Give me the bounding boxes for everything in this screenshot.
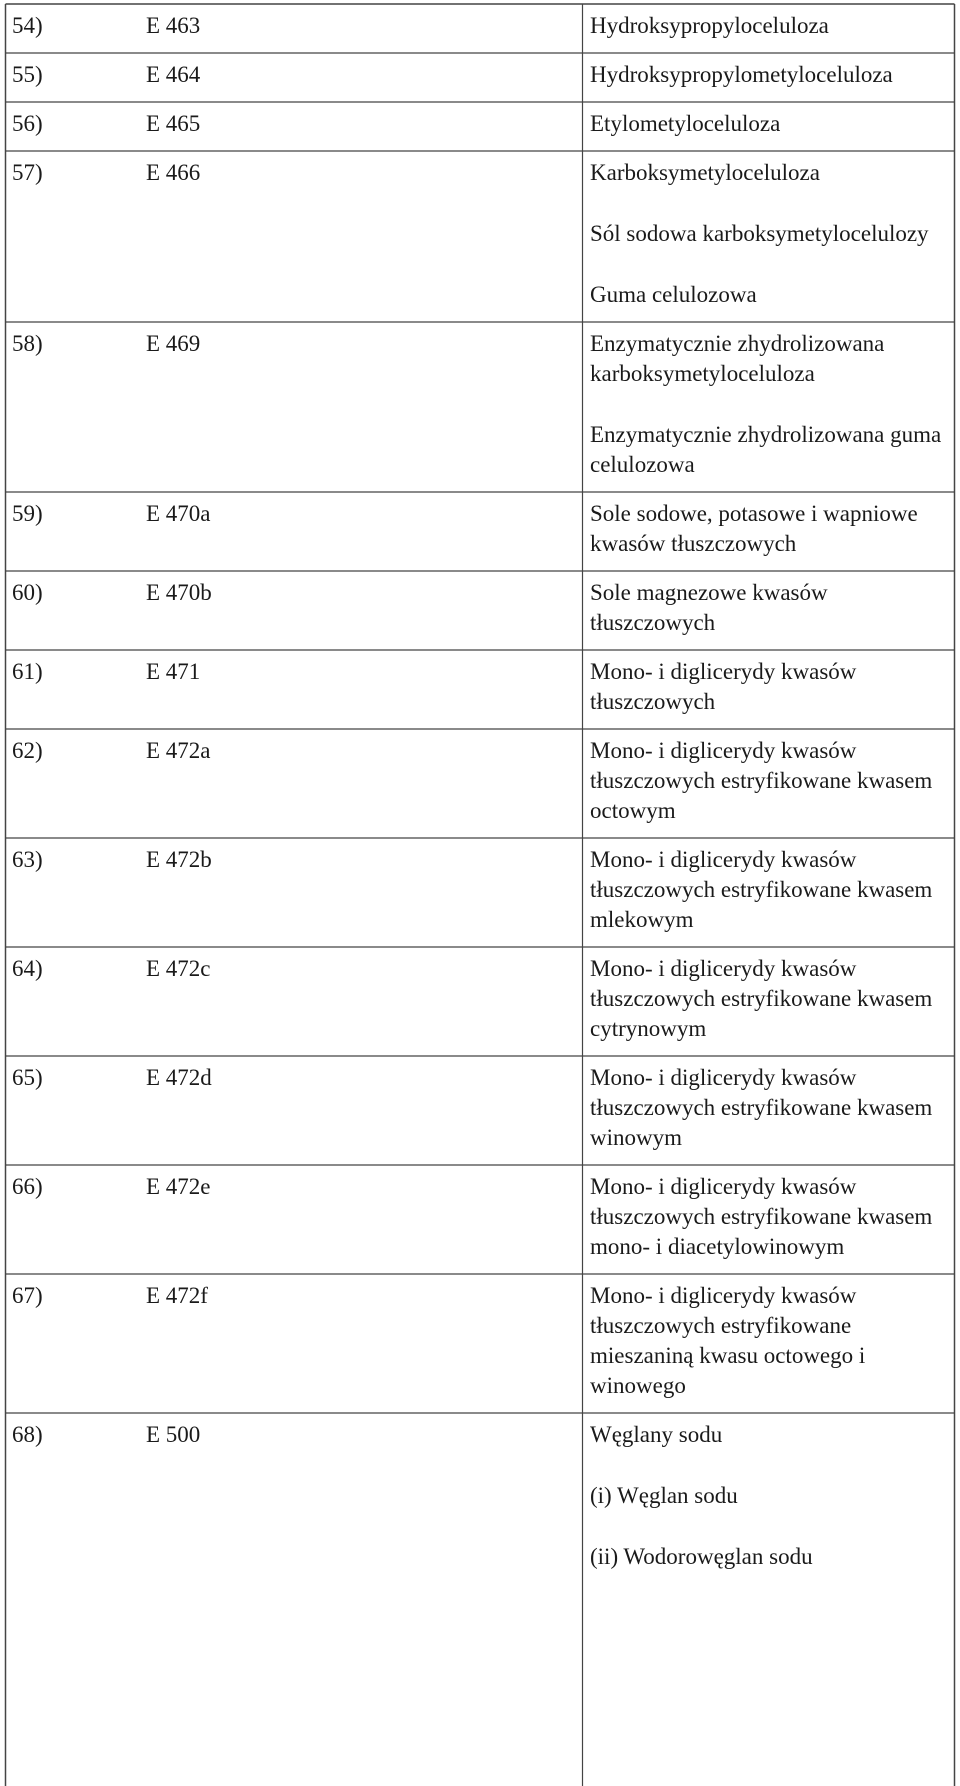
substance-name-cell — [582, 4, 960, 53]
e-number-code: E 500 — [146, 1422, 201, 1447]
table-row — [0, 1413, 960, 1584]
table-row — [0, 571, 960, 650]
substance-name-cell — [582, 322, 960, 492]
substance-name-cell — [582, 1413, 960, 1584]
table-row — [0, 102, 960, 151]
substance-name-cell — [582, 102, 960, 151]
substance-name-cell — [582, 947, 960, 1056]
e-number-code: E 470a — [146, 501, 211, 526]
substance-name-cell — [582, 151, 960, 322]
substance-name-cell — [582, 1056, 960, 1165]
row-number: 55) — [12, 62, 43, 87]
table-row — [0, 1274, 960, 1413]
substance-name: Mono- i diglicerydy kwasów tłuszczowych estryfikowane mieszaniną kwasu octowego i winowego — [590, 1283, 866, 1398]
substance-name-cell — [582, 53, 960, 102]
substance-name: Węglany sodu — [590, 1422, 723, 1447]
table-row — [0, 151, 960, 322]
row-number: 62) — [12, 738, 43, 763]
substance-name: Hydroksypropyloceluloza — [590, 13, 829, 38]
substance-name-cell — [582, 1274, 960, 1413]
row-number: 64) — [12, 956, 43, 981]
row-number: 65) — [12, 1065, 43, 1090]
substance-name: (ii) Wodorowęglan sodu — [590, 1544, 813, 1569]
substance-name-cell — [582, 729, 960, 838]
substance-name: Mono- i diglicerydy kwasów tłuszczowych — [590, 659, 857, 714]
substance-name-cell — [582, 838, 960, 947]
row-number: 67) — [12, 1283, 43, 1308]
e-number-code: E 472d — [146, 1065, 212, 1090]
e-number-code: E 463 — [146, 13, 201, 38]
substance-name: Sól sodowa karboksymetylocelulozy — [590, 221, 929, 246]
e-number-code: E 472e — [146, 1174, 211, 1199]
substance-name: Mono- i diglicerydy kwasów tłuszczowych estryfikowane kwasem winowym — [590, 1065, 933, 1150]
e-number-code: E 472b — [146, 847, 212, 872]
e-number-code: E 472c — [146, 956, 211, 981]
e-number-code: E 464 — [146, 62, 201, 87]
e-number-code: E 470b — [146, 580, 212, 605]
substance-name: Etylometyloceluloza — [590, 111, 781, 136]
substance-name-cell — [582, 650, 960, 729]
substance-name: Enzymatycznie zhydrolizowana karboksymetyloceluloza — [590, 331, 885, 386]
table-row — [0, 1056, 960, 1165]
substance-name-cell — [582, 492, 960, 571]
additives-table — [0, 4, 960, 1584]
table-row — [0, 4, 960, 53]
substance-name: Guma celulozowa — [590, 282, 757, 307]
substance-name: Enzymatycznie zhydrolizowana guma celulozowa — [590, 422, 942, 477]
row-number: 58) — [12, 331, 43, 356]
row-number: 54) — [12, 13, 43, 38]
table-row — [0, 650, 960, 729]
substance-name-cell — [582, 1165, 960, 1274]
table-row — [0, 947, 960, 1056]
substance-name: Sole magnezowe kwasów tłuszczowych — [590, 580, 828, 635]
e-number-code: E 469 — [146, 331, 201, 356]
substance-name: Karboksymetyloceluloza — [590, 160, 820, 185]
row-number: 66) — [12, 1174, 43, 1199]
row-number: 59) — [12, 501, 43, 526]
row-number: 68) — [12, 1422, 43, 1447]
table-row — [0, 838, 960, 947]
row-number: 57) — [12, 160, 43, 185]
table-row — [0, 729, 960, 838]
e-number-code: E 472a — [146, 738, 211, 763]
additives-table-body — [0, 4, 960, 1584]
e-number-code: E 472f — [146, 1283, 208, 1308]
table-row — [0, 53, 960, 102]
table-row — [0, 322, 960, 492]
row-number: 63) — [12, 847, 43, 872]
row-number: 56) — [12, 111, 43, 136]
e-number-code: E 471 — [146, 659, 201, 684]
substance-name: Mono- i diglicerydy kwasów tłuszczowych estryfikowane kwasem octowym — [590, 738, 933, 823]
row-number: 60) — [12, 580, 43, 605]
substance-name: (i) Węglan sodu — [590, 1483, 738, 1508]
substance-name: Mono- i diglicerydy kwasów tłuszczowych estryfikowane kwasem cytrynowym — [590, 956, 933, 1041]
substance-name-cell — [582, 571, 960, 650]
table-row — [0, 492, 960, 571]
substance-name: Hydroksypropylometyloceluloza — [590, 62, 893, 87]
e-number-code: E 465 — [146, 111, 201, 136]
substance-name: Mono- i diglicerydy kwasów tłuszczowych estryfikowane kwasem mlekowym — [590, 847, 933, 932]
e-number-code: E 466 — [146, 160, 201, 185]
table-row — [0, 1165, 960, 1274]
substance-name: Mono- i diglicerydy kwasów tłuszczowych estryfikowane kwasem mono- i diacetylowinowym — [590, 1174, 933, 1259]
substance-name: Sole sodowe, potasowe i wapniowe kwasów tłuszczowych — [590, 501, 918, 556]
row-number: 61) — [12, 659, 43, 684]
